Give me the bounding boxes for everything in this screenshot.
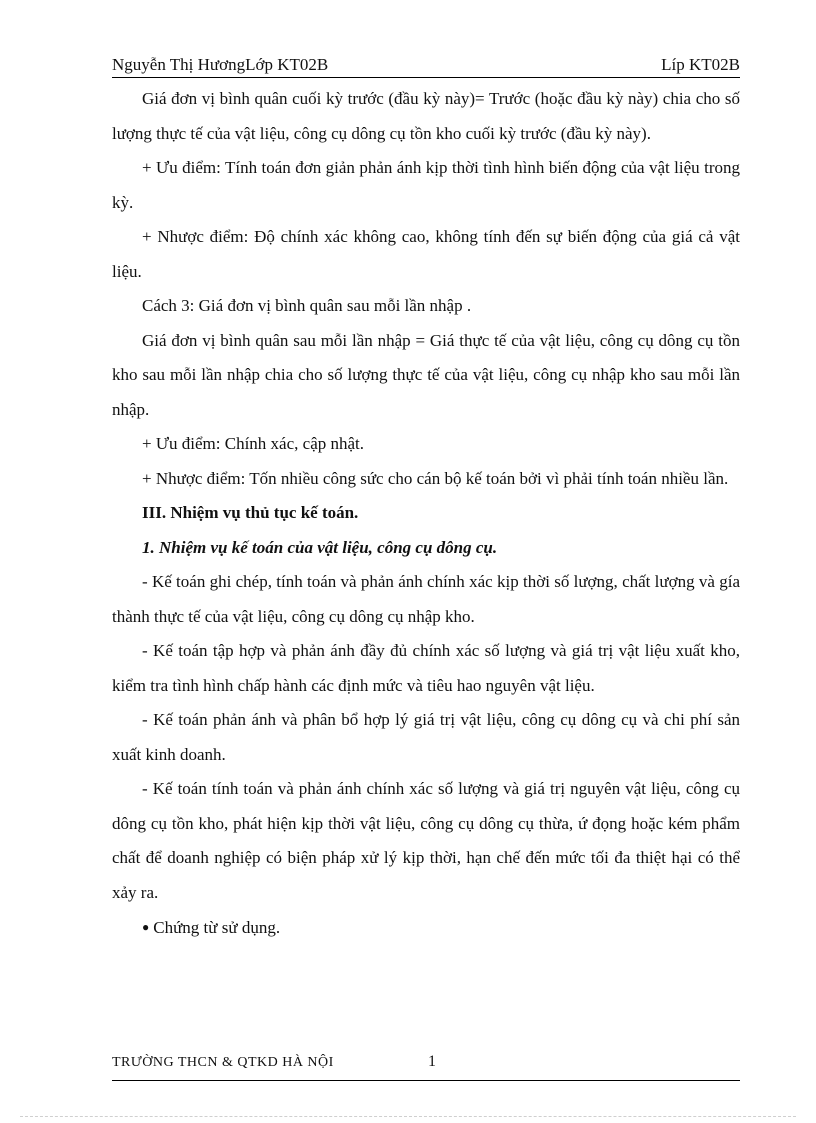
footer-divider bbox=[112, 1080, 740, 1081]
page-break-line bbox=[20, 1116, 796, 1117]
paragraph: + Ưu điểm: Tính toán đơn giản phản ánh kịp thời tình hình biến động của vật liệu trong kỳ. bbox=[112, 158, 740, 212]
paragraph: Giá đơn vị bình quân sau mỗi lần nhập = Giá thực tế của vật liệu, công cụ dông cụ tồn kho sau mỗi lần nhập chia cho số lượng thực tế của vật liệu, công cụ nhập kho sau mỗi lần nhập. bbox=[112, 330, 740, 419]
paragraph: - Kế toán tính toán và phản ánh chính xác số lượng và giá trị nguyên vật liệu, công cụ dông cụ tồn kho, phát hiện kịp thời vật liệu, công cụ dông cụ thừa, ứ đọng hoặc kém phẩm chất để doanh nghiệp có biện pháp xử lý kịp thời, hạn chế đến mức tối đa thiệt hại có thể xảy ra. bbox=[112, 779, 740, 902]
subsection-heading: 1. Nhiệm vụ kế toán của vật liệu, công cụ dông cụ. bbox=[142, 537, 498, 557]
paragraph: + Nhược điểm: Tốn nhiều công sức cho cán bộ kế toán bởi vì phải tính toán nhiều lần. bbox=[142, 468, 729, 488]
footer-school-name: TRƯỜNG THCN & QTKD HÀ NỘI bbox=[112, 1055, 334, 1070]
bullet-item bbox=[112, 910, 740, 946]
header-author-class: Nguyễn Thị HươngLớp KT02B bbox=[112, 55, 329, 74]
header-divider bbox=[112, 77, 740, 78]
paragraph: + Nhược điểm: Độ chính xác không cao, không tính đến sự biến động của giá cả vật liệu. bbox=[112, 227, 740, 281]
paragraph: - Kế toán ghi chép, tính toán và phản ánh chính xác kịp thời số lượng, chất lượng và gía thành thực tế của vật liệu, công cụ dông cụ nhập kho. bbox=[112, 572, 740, 626]
paragraph: Giá đơn vị bình quân cuối kỳ trước (đầu kỳ này)= Trước (hoặc đầu kỳ này) chia cho số lượng thực tế của vật liệu, công cụ dông cụ tồn kho cuối kỳ trước (đầu kỳ này). bbox=[112, 89, 740, 143]
section-heading: III. Nhiệm vụ thủ tục kế toán. bbox=[142, 503, 359, 522]
paragraph: - Kế toán phản ánh và phân bổ hợp lý giá trị vật liệu, công cụ dông cụ và chi phí sản xuất kinh doanh. bbox=[112, 710, 740, 764]
bullet-dot-icon: ● bbox=[142, 920, 150, 934]
paragraph: - Kế toán tập hợp và phản ánh đầy đủ chính xác số lượng và giá trị vật liệu xuất kho, kiểm tra tình hình chấp hành các định mức và tiêu hao nguyên vật liệu. bbox=[112, 641, 740, 695]
paragraph: Cách 3: Giá đơn vị bình quân sau mỗi lần nhập . bbox=[142, 296, 472, 315]
page-header bbox=[112, 53, 740, 75]
header-class: Líp KT02B bbox=[661, 55, 740, 74]
page-number: 1 bbox=[428, 1053, 437, 1070]
paragraph: + Ưu điểm: Chính xác, cập nhật. bbox=[142, 434, 365, 453]
document-body bbox=[112, 82, 740, 946]
bullet-item-label: Chứng từ sử dụng. bbox=[153, 918, 281, 937]
page-footer bbox=[112, 1055, 740, 1077]
